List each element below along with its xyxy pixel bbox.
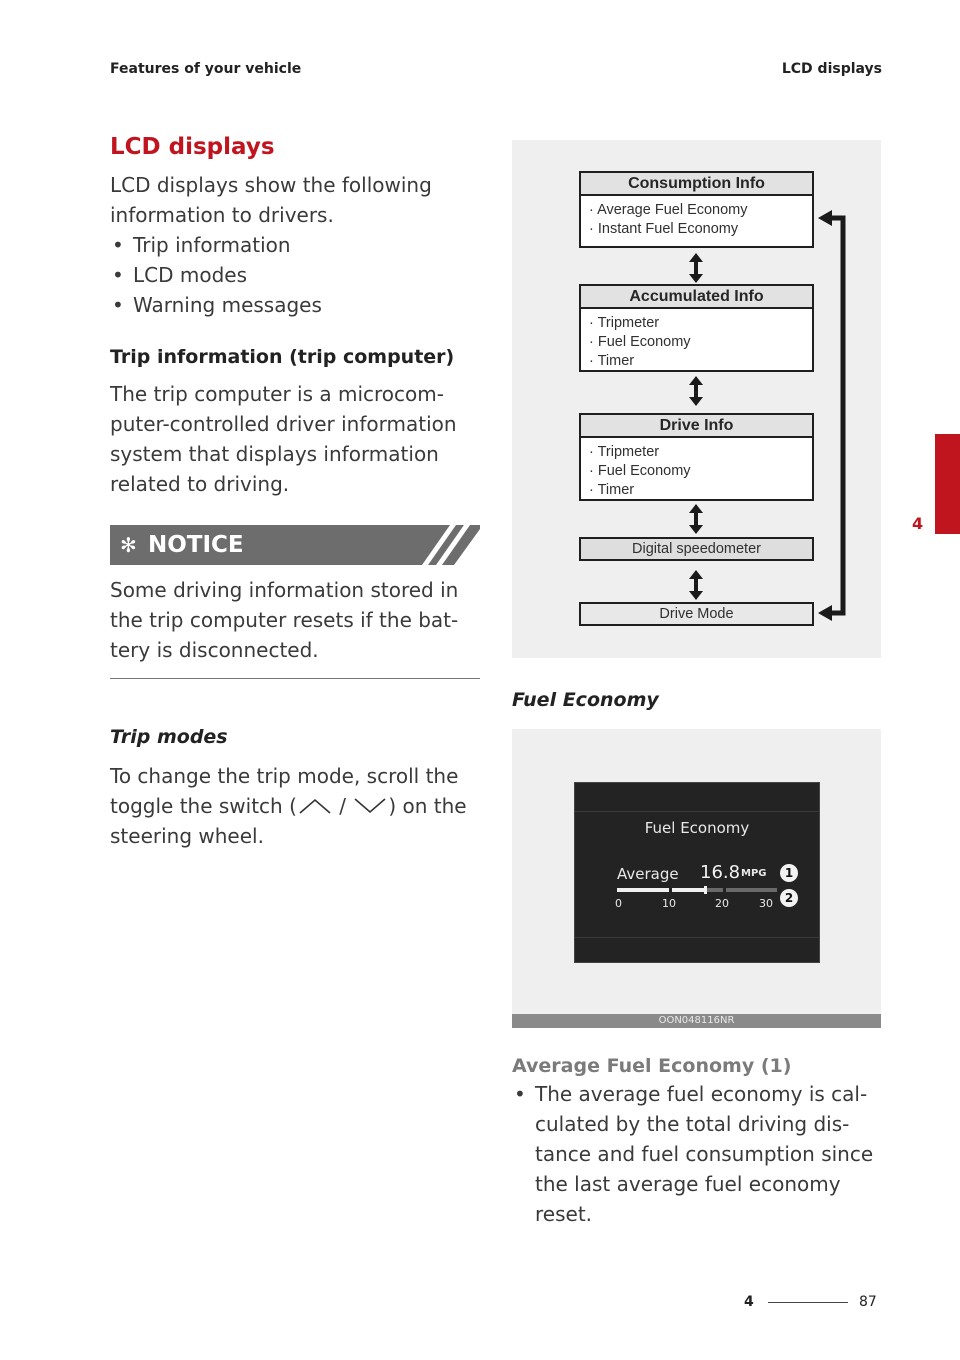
intro-text: LCD displays show the following information to drivers.	[110, 173, 432, 227]
gauge-scale-label: 0	[615, 897, 622, 910]
double-arrow-icon	[687, 376, 705, 406]
list-item: · Fuel Economy	[589, 333, 812, 352]
list-item: · Instant Fuel Economy	[589, 220, 812, 239]
lcd-mode-diagram	[512, 140, 881, 658]
list-item: · Tripmeter	[589, 314, 812, 333]
notice-text: Some driving information stored in the trip computer resets if the bat-tery is disconnected.	[110, 578, 459, 662]
notice-stripes-icon	[410, 525, 480, 565]
accumulated-info-title: Accumulated Info	[581, 286, 812, 309]
trip-modes-text: To change the trip mode, scroll the toggle the switch ( / ) on the steering wheel.	[110, 764, 467, 848]
lcd-screen	[574, 782, 820, 963]
trip-modes-heading: Trip modes	[110, 726, 228, 748]
gauge-scale-label: 30	[759, 897, 773, 910]
running-header-left: Features of your vehicle	[110, 61, 302, 77]
figure-code: OON048116NR	[512, 1014, 881, 1028]
callout-marker-2: 2	[780, 889, 798, 907]
trip-info-heading: Trip information (trip computer)	[110, 346, 455, 368]
list-item: · Tripmeter	[589, 443, 812, 462]
section-title: LCD displays	[110, 134, 275, 160]
divider	[110, 678, 480, 679]
page-number: 87	[859, 1294, 877, 1310]
double-arrow-icon	[687, 504, 705, 534]
average-fuel-economy-list	[512, 1079, 882, 1229]
chapter-tab-number: 4	[912, 514, 924, 533]
notice-star-icon: ✻	[120, 533, 137, 557]
trip-info-text: The trip computer is a microcom-puter-controlled driver information system that displays information related to driving.	[110, 382, 457, 496]
gauge-scale-label: 10	[662, 897, 676, 910]
fuel-economy-heading: Fuel Economy	[512, 689, 659, 711]
gauge-scale-label: 20	[715, 897, 729, 910]
lcd-average-label: Average	[617, 865, 679, 883]
notice-title: NOTICE	[148, 532, 244, 558]
list-item: · Fuel Economy	[589, 462, 812, 481]
consumption-info-box	[579, 171, 814, 248]
chapter-tab	[935, 434, 960, 534]
consumption-info-title: Consumption Info	[581, 173, 812, 196]
chevron-up-icon	[297, 797, 333, 815]
lcd-screen-title: Fuel Economy	[644, 819, 750, 837]
callout-marker-1: 1	[780, 864, 798, 882]
list-item: • The average fuel economy is cal-culated by the total driving dis-tance and fuel consumption since the last average fuel economy reset.	[512, 1079, 882, 1229]
chevron-down-icon	[352, 797, 388, 815]
list-item: • Trip information	[110, 230, 480, 260]
list-item: · Timer	[589, 352, 812, 371]
lcd-unit: MPG	[741, 868, 767, 879]
accumulated-info-box	[579, 284, 814, 372]
footer-chapter: 4	[744, 1294, 754, 1310]
list-item: · Average Fuel Economy	[589, 201, 812, 220]
digital-speedometer-box: Digital speedometer	[579, 537, 814, 561]
left-column	[110, 130, 480, 851]
economy-gauge-bar	[617, 886, 777, 894]
double-arrow-icon	[687, 253, 705, 283]
drive-info-box	[579, 413, 814, 501]
drive-mode-box: Drive Mode	[579, 602, 814, 626]
running-header-right: LCD displays	[781, 61, 882, 77]
double-arrow-icon	[687, 570, 705, 600]
list-item: · Timer	[589, 481, 812, 500]
fuel-economy-figure	[512, 729, 881, 1028]
notice-banner	[110, 525, 480, 565]
info-bullet-list	[110, 230, 480, 320]
footer-divider	[768, 1302, 848, 1303]
lcd-average-value: 16.8	[700, 862, 741, 883]
list-item: • LCD modes	[110, 260, 480, 290]
list-item: • Warning messages	[110, 290, 480, 320]
average-fuel-economy-heading: Average Fuel Economy (1)	[512, 1055, 792, 1077]
drive-info-title: Drive Info	[581, 415, 812, 438]
